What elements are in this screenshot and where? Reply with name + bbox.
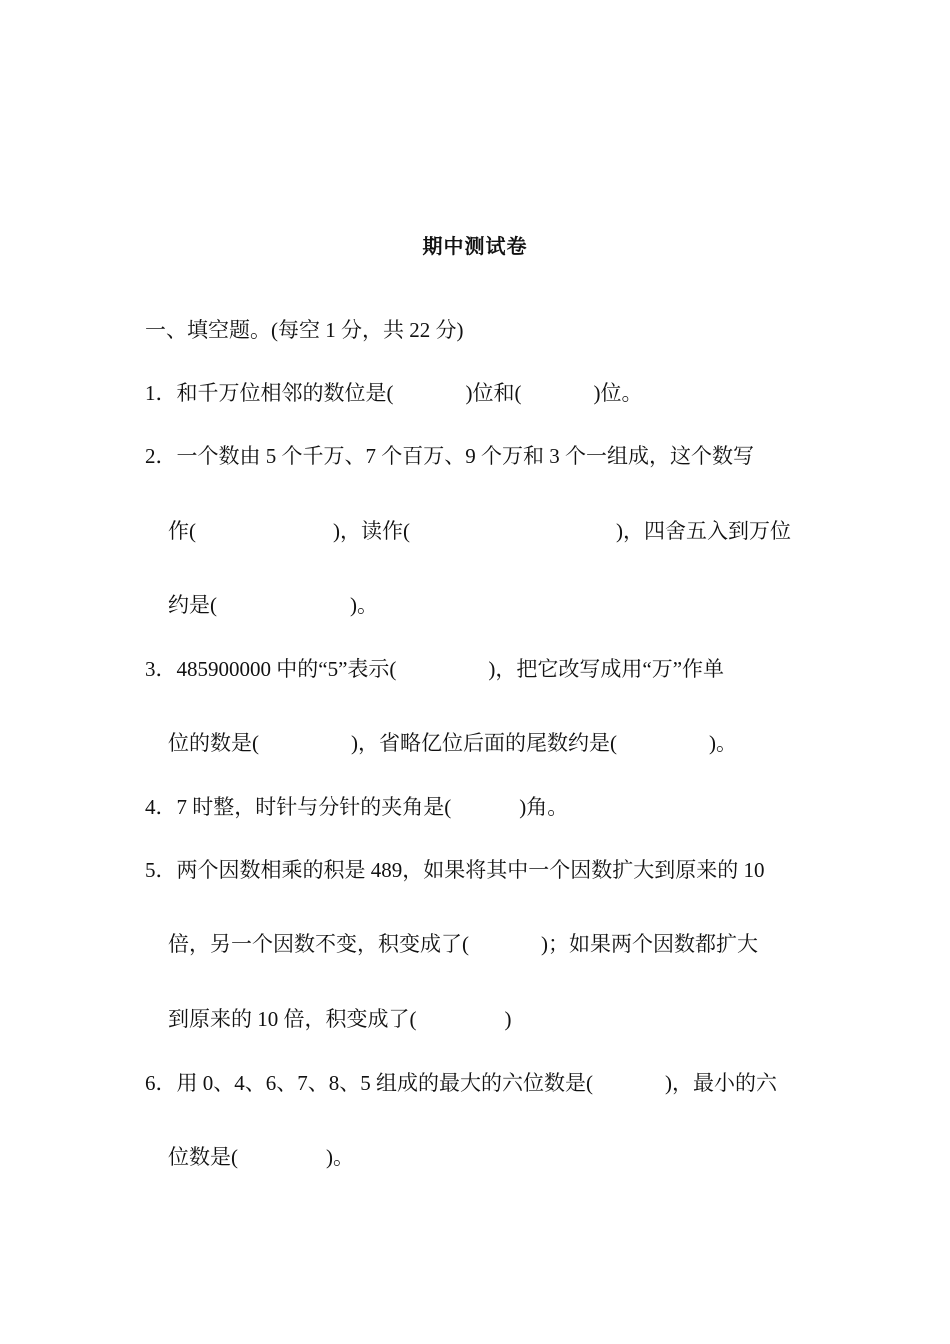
section-heading: 一、填空题。(每空 1 分，共 22 分) <box>145 318 464 342</box>
question-text: )位。 <box>593 381 643 405</box>
question-text: )。 <box>350 593 378 617</box>
question-2-line-2 <box>168 517 791 545</box>
question-text: )，省略亿位后面的尾数约是( <box>351 731 617 755</box>
question-number: 2． <box>145 444 177 468</box>
question-number: 5． <box>145 858 177 882</box>
question-text: 一个数由 5 个千万、7 个百万、9 个万和 3 个一组成，这个数写 <box>176 444 754 468</box>
question-3 <box>145 655 724 683</box>
question-3-line-2 <box>168 729 737 757</box>
question-text: )角。 <box>519 795 569 819</box>
question-5 <box>145 856 765 884</box>
question-1 <box>145 379 643 407</box>
question-text: ) <box>504 1007 512 1031</box>
question-text: 倍，另一个因数不变，积变成了( <box>168 932 469 956</box>
question-text: )，读作( <box>333 519 410 543</box>
question-text: )，把它改写成用“万”作单 <box>488 657 725 681</box>
question-text: )，最小的六 <box>665 1071 777 1095</box>
question-text: 到原来的 10 倍，积变成了( <box>168 1007 417 1031</box>
question-text: )，四舍五入到万位 <box>616 519 791 543</box>
question-2 <box>145 442 754 470</box>
question-text: )；如果两个因数都扩大 <box>541 932 758 956</box>
question-6 <box>145 1069 777 1097</box>
question-number: 3． <box>145 657 177 681</box>
question-text: )位和( <box>465 381 522 405</box>
question-text: 位的数是( <box>168 731 259 755</box>
question-6-line-2 <box>168 1143 354 1171</box>
question-text: 用 0、4、6、7、8、5 组成的最大的六位数是( <box>176 1071 593 1095</box>
question-text: 位数是( <box>168 1145 238 1169</box>
question-text: 485900000 中的“5”表示( <box>176 657 397 681</box>
question-text: 和千万位相邻的数位是( <box>176 381 394 405</box>
question-text: )。 <box>709 731 737 755</box>
question-text: 约是( <box>168 593 217 617</box>
question-2-line-3 <box>168 591 378 619</box>
question-text: 两个因数相乘的积是 489，如果将其中一个因数扩大到原来的 10 <box>176 858 765 882</box>
question-number: 6． <box>145 1071 177 1095</box>
page-title: 期中测试卷 <box>422 234 528 258</box>
question-text: 7 时整，时针与分针的夹角是( <box>176 795 452 819</box>
question-number: 4． <box>145 795 177 819</box>
question-text: )。 <box>326 1145 354 1169</box>
question-text: 作( <box>168 519 196 543</box>
question-number: 1． <box>145 381 177 405</box>
question-5-line-2 <box>168 930 758 958</box>
question-5-line-3 <box>168 1005 512 1033</box>
question-4 <box>145 793 568 821</box>
